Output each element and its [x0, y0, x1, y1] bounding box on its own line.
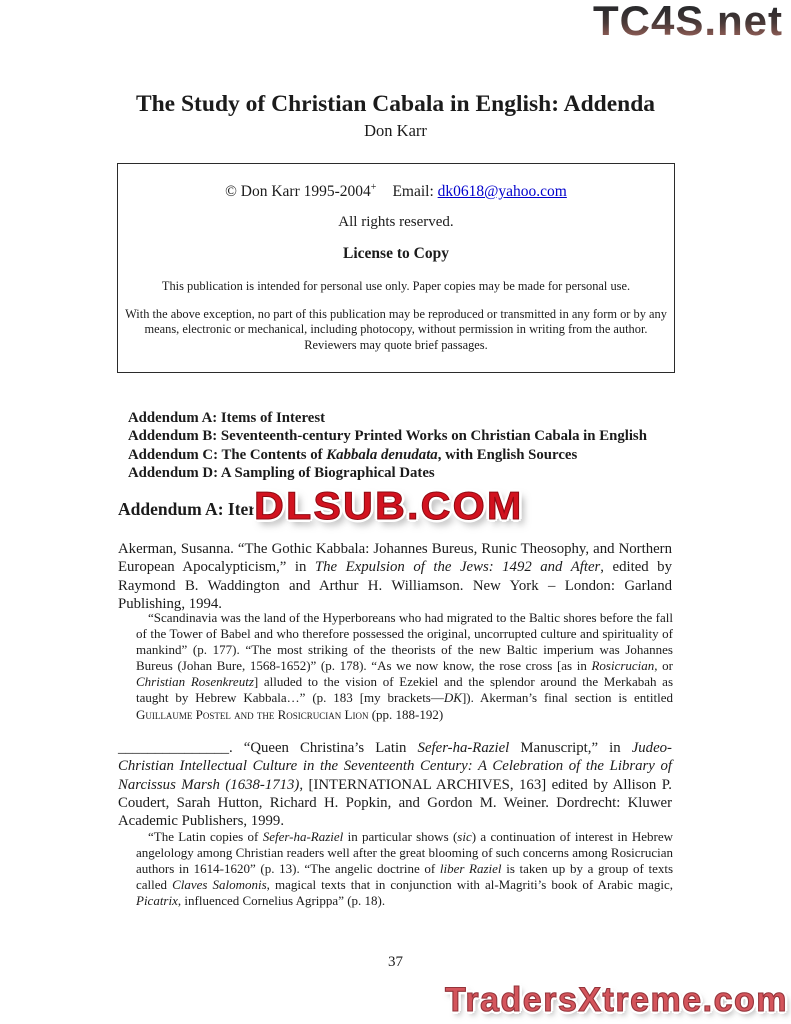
- annotation-akerman-gothic-kabbala: “Scandinavia was the land of the Hyperboreans who had migrated to the Baltic shores before the fall of the Tower of Babel and who therefore possessed the original, uncorrupted culture and spirituality of mankind” (p. 177). “The most striking of the theorists of the new Baltic imperium was Johannes Bureus (Johan Bure, 1568-1652)” (p. 178). “As we now know, the rose cross [as in Rosicrucian, or Christian Rosenkreutz] alluded to the vision of Ezekiel and the splendor around the Merkabah as taught by Hebrew Kabbala…” (p. 183 [my brackets—DK]). Akerman’s final section is entitled Guillaume Postel and the Rosicrucian Lion (pp. 188-192): [136, 610, 674, 722]
- section-heading-addendum-a: Addendum A: Iter: [118, 499, 257, 519]
- addendum-c-item: Addendum C: The Contents of Kabbala denudata, with English Sources: [128, 446, 578, 463]
- tradersxtreme-watermark-logo: TradersXtreme.com: [445, 981, 788, 1019]
- tc4s-watermark-logo: TC4S.net: [592, 0, 783, 44]
- license-box: [117, 163, 675, 373]
- license-title: License to Copy: [343, 245, 449, 262]
- license-paragraph-2: With the above exception, no part of this publication may be reproduced or transmitted in any form or by any means, electronic or mechanical, including photocopy, without permission in writing from the author. Reviewers may quote brief passages.: [125, 306, 667, 352]
- page-number: 37: [388, 954, 403, 970]
- email-label: Email:: [392, 183, 438, 200]
- page-title: The Study of Christian Cabala in English: Addenda: [135, 91, 656, 117]
- addendum-a-item: Addendum A: Items of Interest: [128, 410, 326, 426]
- addendum-b-item: Addendum B: Seventeenth-century Printed Works on Christian Cabala in English: [128, 428, 647, 445]
- author-name: Don Karr: [364, 121, 427, 140]
- dlsub-watermark-logo: DLSUB.COM: [254, 485, 524, 528]
- citation-akerman-gothic-kabbala: Akerman, Susanna. “The Gothic Kabbala: Johannes Bureus, Runic Theosophy, and Northern European Apocalypticism,” in The Expulsion of the Jews: 1492 and After, edited by Raymond B. Waddington and Arthur H. Williamson. New York – London: Garland Publishing, 1994.: [118, 541, 672, 612]
- license-paragraph-1: This publication is intended for personal use only. Paper copies may be made for personal use.: [161, 279, 631, 293]
- citation-akerman-queen-christina: _______________. “Queen Christina’s Latin Sefer-ha-Raziel Manuscript,” in Judeo-Christian Intellectual Culture in the Seventeenth Century: A Celebration of the Library of Narcissus Marsh (1638-1713), [INTERNATIONAL ARCHIVES, 163] edited by Allison P. Coudert, Sarah Hutton, Richard H. Popkin, and Gordon M. Weiner. Dordrecht: Kluwer Academic Publishers, 1999.: [118, 740, 672, 830]
- addendum-d-item: Addendum D: A Sampling of Biographical Dates: [128, 465, 435, 482]
- annotation-akerman-queen-christina: “The Latin copies of Sefer-ha-Raziel in particular shows (sic) a continuation of interest in Hebrew angelology among Christian readers well after the great blooming of such concerns among Rosicrucian authors in 1614-1620” (p. 13). “The angelic doctrine of liber Raziel is taken up by a group of texts called Claves Salomonis, magical texts that in conjunction with al-Magriti’s book of Arabic magic, Picatrix, influenced Cornelius Agrippa” (p. 18).: [136, 829, 674, 909]
- rights-reserved-text: All rights reserved.: [338, 214, 454, 230]
- addenda-list: [128, 409, 688, 483]
- copyright-text: © Don Karr 1995-2004: [225, 183, 371, 200]
- email-link[interactable]: dk0618@yahoo.com: [437, 183, 567, 200]
- copyright-line: [118, 183, 674, 201]
- copyright-superscript: +: [370, 181, 377, 193]
